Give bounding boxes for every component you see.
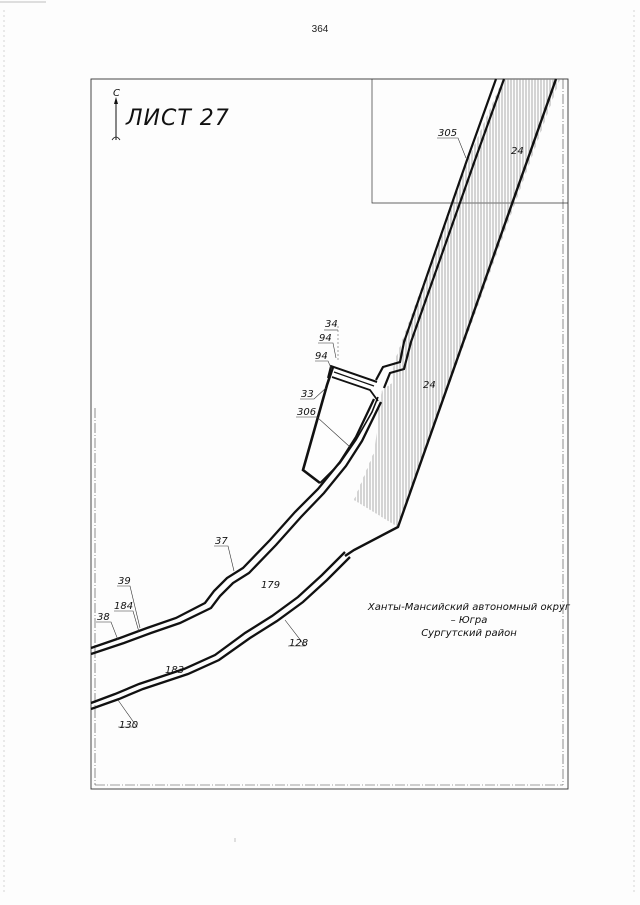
label-94-b: 94: [315, 351, 328, 362]
label-37: 37: [215, 536, 228, 547]
region-line-3: Сургутский район: [421, 628, 517, 639]
label-94-a: 94: [319, 333, 332, 344]
label-39: 39: [118, 576, 131, 587]
region-line-1: Ханты-Мансийский автономный округ: [367, 602, 571, 613]
label-184: 184: [114, 601, 134, 612]
label-24-lower: 24: [423, 380, 436, 391]
label-24-upper: 24: [511, 146, 524, 157]
north-arrow-icon: [112, 97, 120, 140]
page-number: 364: [311, 24, 329, 35]
sheet-title: ЛИСТ 27: [126, 106, 230, 131]
label-33: 33: [301, 389, 314, 400]
label-34: 34: [325, 319, 338, 330]
north-arrow-letter: С: [113, 88, 120, 99]
parcel-128-line-outer: [91, 552, 345, 703]
parcel-24-hatched-area: [354, 79, 560, 527]
label-38: 38: [97, 612, 110, 623]
label-306: 306: [297, 407, 317, 418]
region-line-2: – Югра: [450, 615, 488, 626]
label-130: 130: [119, 720, 139, 731]
label-305: 305: [438, 128, 458, 139]
label-179: 179: [261, 580, 281, 591]
label-128: 128: [289, 638, 309, 649]
label-183: 183: [165, 665, 185, 676]
